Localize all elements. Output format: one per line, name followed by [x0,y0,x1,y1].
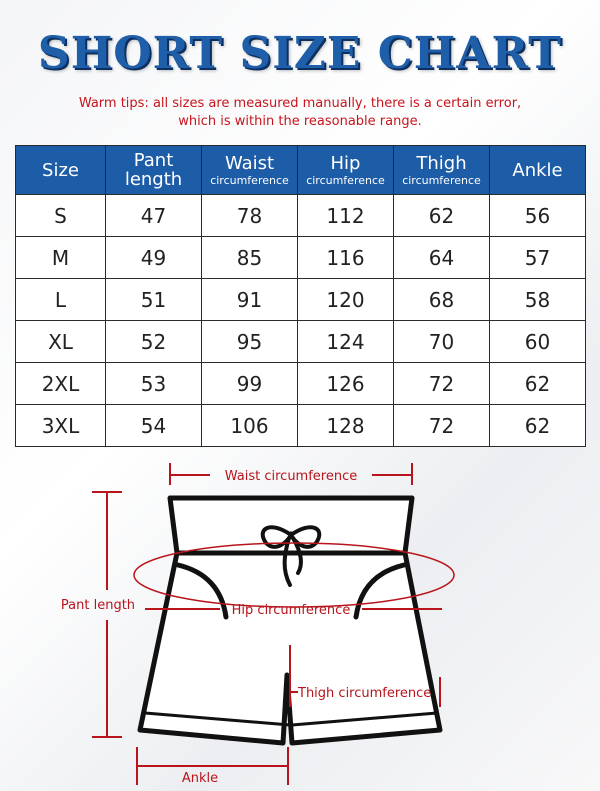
ankle-label: Ankle [181,771,219,786]
cell-size: 2XL [16,363,106,405]
cell-pant-length: 51 [106,279,202,321]
cell-thigh: 64 [394,237,490,279]
header-size: Size [16,146,106,195]
cell-ankle: 62 [490,363,586,405]
table-row [16,279,586,321]
pant-length-label: Pant length [60,598,136,613]
table-row [16,405,586,447]
header-hip: Hip circumference [298,146,394,195]
cell-size: S [16,195,106,237]
cell-thigh: 62 [394,195,490,237]
warm-tips-line-2: which is within the reasonable range. [178,114,422,129]
cell-pant-length: 53 [106,363,202,405]
cell-waist: 78 [202,195,298,237]
table-row [16,195,586,237]
cell-pant-length: 49 [106,237,202,279]
cell-hip: 124 [298,321,394,363]
cell-ankle: 57 [490,237,586,279]
cell-thigh: 70 [394,321,490,363]
waist-label: Waist circumference [224,469,358,484]
cell-size: M [16,237,106,279]
cell-ankle: 56 [490,195,586,237]
table-row [16,237,586,279]
cell-hip: 112 [298,195,394,237]
cell-waist: 99 [202,363,298,405]
size-table-header-row [16,146,586,195]
cell-waist: 106 [202,405,298,447]
cell-thigh: 72 [394,363,490,405]
table-row [16,321,586,363]
warm-tips-line-1: Warm tips: all sizes are measured manually, there is a certain error, [78,96,522,111]
warm-tips [40,95,560,131]
cell-ankle: 62 [490,405,586,447]
shorts-measurement-diagram [0,445,600,791]
cell-size: 3XL [16,405,106,447]
cell-pant-length: 47 [106,195,202,237]
cell-hip: 128 [298,405,394,447]
hip-label: Hip circumference [231,603,351,618]
cell-ankle: 58 [490,279,586,321]
cell-thigh: 72 [394,405,490,447]
header-waist: Waist circumference [202,146,298,195]
header-ankle: Ankle [490,146,586,195]
table-row [16,363,586,405]
cell-waist: 95 [202,321,298,363]
cell-hip: 126 [298,363,394,405]
cell-hip: 120 [298,279,394,321]
header-pant-length: Pant length [106,146,202,195]
cell-size: XL [16,321,106,363]
cell-ankle: 60 [490,321,586,363]
cell-size: L [16,279,106,321]
page-title: SHORT SIZE CHART [37,28,563,79]
cell-waist: 85 [202,237,298,279]
size-table [15,145,586,447]
cell-pant-length: 52 [106,321,202,363]
header-thigh: Thigh circumference [394,146,490,195]
cell-hip: 116 [298,237,394,279]
cell-thigh: 68 [394,279,490,321]
cell-waist: 91 [202,279,298,321]
cell-pant-length: 54 [106,405,202,447]
thigh-label: Thigh circumference [298,686,432,701]
